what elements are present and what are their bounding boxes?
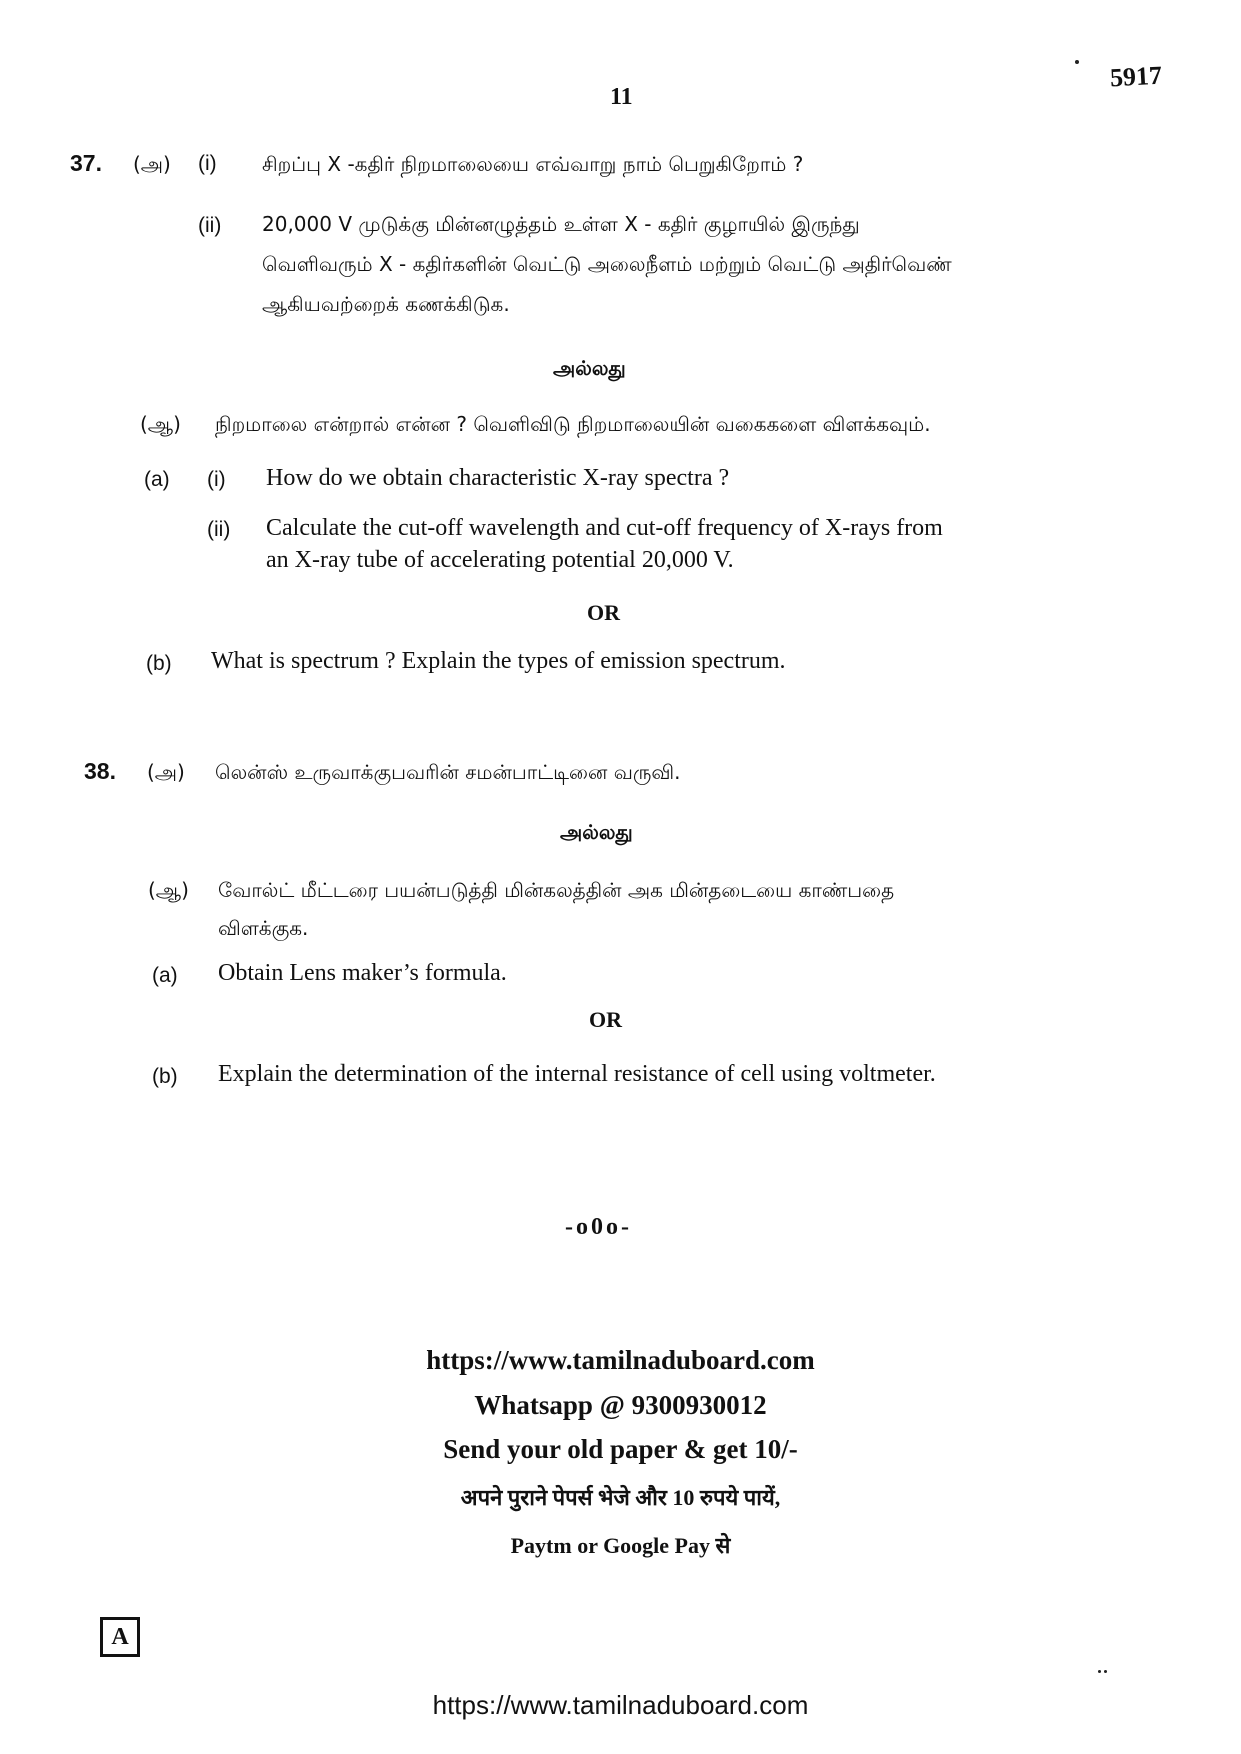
- q38-b-english-label: (b): [152, 1065, 178, 1088]
- footer-offer: Send your old paper & get 10/-: [443, 1434, 798, 1464]
- q37-b-tamil-marker: (ஆ): [140, 412, 181, 436]
- q38-b-tamil-line1: வோல்ட் மீட்டரை பயன்படுத்தி மின்கலத்தின் அக மின்தடையை காண்பதை: [218, 878, 895, 902]
- q37-or-tamil: அல்லது: [553, 356, 626, 380]
- q37-b-english-text: What is spectrum ? Explain the types of emission spectrum.: [211, 648, 786, 674]
- q38-or-tamil: அல்லது: [560, 820, 633, 844]
- q37-a-ii-tamil-line3: ஆகியவற்றைக் கணக்கிடுக.: [262, 292, 510, 316]
- footer-payment: Paytm or Google Pay से: [510, 1533, 731, 1558]
- set-letter-box: A: [100, 1617, 140, 1657]
- question-37-number: 37.: [70, 150, 102, 176]
- q38-b-english-text: Explain the determination of the internal resistance of cell using voltmeter.: [218, 1061, 936, 1087]
- bottom-url: https://www.tamilnaduboard.com: [432, 1690, 809, 1720]
- q38-a-english-label: (a): [152, 964, 178, 987]
- q37-a-ii-english-label: (ii): [207, 518, 231, 541]
- q37-or-english: OR: [587, 600, 620, 625]
- q37-a-i-english-label: (i): [207, 468, 226, 491]
- footer-hindi-text: अपने पुराने पेपर्स भेजे और 10 रुपये पायें,: [460, 1485, 781, 1510]
- footer-website: https://www.tamilnaduboard.com: [426, 1345, 815, 1375]
- q38-a-english-text: Obtain Lens maker’s formula.: [218, 960, 507, 986]
- scan-speck: [1098, 1670, 1101, 1673]
- q37-a-i-label: (i): [198, 152, 217, 175]
- q37-a-english-label: (a): [144, 468, 170, 491]
- footer-whatsapp: Whatsapp @ 9300930012: [474, 1390, 767, 1420]
- q38-a-tamil-text: லென்ஸ் உருவாக்குபவரின் சமன்பாட்டினை வருவி.: [215, 760, 681, 784]
- q38-b-tamil-marker: (ஆ): [148, 878, 189, 902]
- q37-b-tamil-text: நிறமாலை என்றால் என்ன ? வெளிவிடு நிறமாலையின் வகைகளை விளக்கவும்.: [215, 412, 931, 436]
- q37-a-tamil-marker: (அ): [133, 152, 171, 176]
- q37-a-ii-label: (ii): [198, 214, 222, 237]
- scan-speck: [1075, 60, 1079, 64]
- question-38-number: 38.: [84, 758, 116, 784]
- q37-a-ii-english-line1: Calculate the cut-off wavelength and cut-off frequency of X-rays from: [266, 515, 943, 541]
- page-number: 11: [610, 84, 633, 110]
- paper-code: 5917: [1109, 60, 1163, 93]
- q38-or-english: OR: [589, 1007, 622, 1032]
- q37-b-english-label: (b): [146, 652, 172, 675]
- q37-a-i-english-text: How do we obtain characteristic X-ray spectra ?: [266, 465, 730, 491]
- scan-speck: [1104, 1670, 1107, 1673]
- q38-a-tamil-marker: (அ): [147, 760, 185, 784]
- q38-b-tamil-line2: விளக்குக.: [218, 916, 309, 940]
- q37-a-ii-tamil-line1: 20,000 V முடுக்கு மின்னழுத்தம் உள்ள X - கதிர் குழாயில் இருந்து: [262, 212, 860, 236]
- end-of-paper-mark: -o0o-: [565, 1214, 632, 1240]
- q37-a-i-tamil-text: சிறப்பு X -கதிர் நிறமாலையை எவ்வாறு நாம் பெறுகிறோம் ?: [262, 152, 804, 176]
- q37-a-ii-english-line2: an X-ray tube of accelerating potential 20,000 V.: [266, 547, 734, 573]
- q37-a-ii-tamil-line2: வெளிவரும் X - கதிர்களின் வெட்டு அலைநீளம் மற்றும் வெட்டு அதிர்வெண்: [262, 252, 952, 276]
